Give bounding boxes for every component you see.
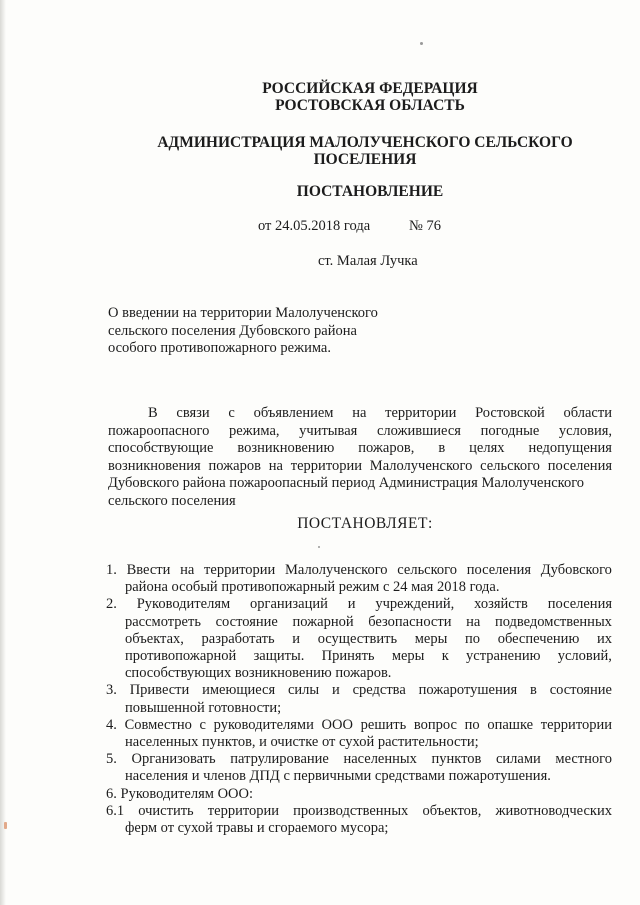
document-subject [108, 305, 378, 358]
word: меры [391, 648, 425, 665]
word: учреждений, [375, 596, 455, 613]
word: руководителями [213, 716, 314, 733]
word: на [268, 457, 283, 474]
item-line [106, 562, 612, 579]
word: состояние [215, 613, 278, 630]
word: объектов, [422, 802, 482, 819]
resolution-item [106, 717, 612, 751]
word: пожароопасного [108, 422, 210, 439]
word: Малолученского [284, 562, 388, 578]
item-line: способствующих возникновению пожаров. [125, 665, 392, 682]
word: патрулирование [230, 751, 329, 768]
subject-line: сельского поселения Дубовского района [108, 322, 357, 339]
word: объявлением [253, 405, 334, 421]
resolution-items [106, 562, 612, 837]
word: погодные [480, 422, 540, 439]
word: противопожарной [125, 648, 237, 665]
word: поселения [547, 596, 612, 613]
subject-line: особого противопожарного режима. [108, 340, 331, 356]
word: Принять [321, 648, 375, 665]
word: меры [414, 630, 448, 647]
item-line: 6. Руководителям ООО: [106, 785, 254, 802]
word: на [466, 613, 481, 630]
word: местного [555, 751, 612, 768]
word: по [465, 630, 481, 647]
word: 1. [106, 562, 117, 578]
word: Организовать [131, 751, 216, 768]
preamble-line: сельского поселения [108, 492, 236, 509]
word: хозяйств [474, 596, 528, 613]
word: и [331, 682, 340, 699]
word: связи [176, 405, 210, 421]
scan-mark [4, 822, 7, 829]
word: 3. [106, 682, 117, 699]
word: пожаров [208, 457, 261, 474]
item-line [106, 751, 612, 768]
word: Ростовской [475, 405, 545, 421]
word: области [563, 405, 612, 421]
document-place: ст. Малая Лучка [318, 253, 418, 269]
item-line: повышенной готовности; [125, 699, 282, 716]
word: осуществить [317, 630, 398, 647]
word: 2. [106, 596, 117, 613]
word: Совместно [124, 716, 192, 733]
header-administration-cont: ПОСЕЛЕНИЯ [313, 151, 417, 168]
word: Малолученского [369, 457, 473, 474]
word: на [352, 405, 367, 421]
word: по [464, 716, 480, 733]
preamble-line: Дубовского района пожароопасный период Администрация Малолученского [108, 475, 585, 491]
word: разработать [201, 630, 275, 647]
resolution-item [106, 751, 612, 785]
word: способствующие [108, 440, 214, 456]
word: Руководителям [136, 596, 231, 613]
item-line [106, 682, 612, 699]
item-line: населенных пунктов, и очистке от сухой растительности; [125, 734, 479, 751]
preamble-line [108, 440, 612, 458]
word: объектах, [125, 630, 184, 647]
word: недопущения [528, 440, 612, 456]
word: возникновению [237, 440, 335, 456]
item-line [106, 648, 612, 665]
word: территории [204, 562, 276, 578]
word: Привести [129, 682, 190, 699]
word: средства [352, 682, 406, 699]
word: пожаротушения [418, 682, 518, 699]
word: населенных [343, 751, 417, 768]
word: производственных [293, 802, 409, 819]
resolution-item [106, 682, 612, 716]
word: опашке [487, 716, 534, 733]
item-line [106, 803, 612, 820]
word: 4. [106, 716, 117, 733]
item-line [106, 717, 612, 734]
word: ООО [321, 716, 353, 733]
word: территории [385, 405, 457, 421]
word: режима, [228, 422, 280, 439]
word: учитывая [299, 422, 358, 439]
document-number: № 76 [409, 218, 441, 234]
item-line [106, 614, 612, 631]
resolution-item [106, 803, 612, 837]
preamble-line [108, 405, 612, 423]
header-country: РОССИЙСКАЯ ФЕДЕРАЦИЯ [262, 80, 478, 97]
word: Ввести [126, 562, 171, 578]
item-line [106, 631, 612, 648]
word: рассмотреть [125, 613, 201, 630]
word: животноводческих [495, 802, 612, 819]
word: сельского [480, 457, 540, 474]
word: сельского [397, 562, 458, 578]
word: силы [287, 682, 320, 699]
word: вопрос [413, 716, 457, 733]
word: силами [495, 751, 541, 768]
word: обеспечению [497, 630, 580, 647]
document-type-title: ПОСТАНОВЛЕНИЕ [296, 183, 444, 200]
word: условия, [558, 422, 612, 439]
word: на [180, 562, 195, 578]
word: условий, [557, 648, 612, 665]
subject-line: О введении на территории Малолученского [108, 305, 378, 321]
word: подведомственных [494, 613, 612, 630]
preamble-line [108, 423, 612, 441]
word: с [199, 716, 206, 733]
item-line: района особый противопожарный режим с 24 мая 2018 года. [125, 579, 500, 596]
header-administration: АДМИНИСТРАЦИЯ МАЛОЛУЧЕНСКОГО СЕЛЬСКОГО [157, 134, 573, 151]
word: пожаров, [358, 440, 415, 456]
resolution-item [106, 786, 612, 803]
word: и [347, 596, 356, 613]
word: с [228, 405, 235, 421]
word: защиты. [253, 648, 305, 665]
word: имеющиеся [202, 682, 276, 699]
document-date: от 24.05.2018 года [258, 218, 371, 234]
word: их [596, 630, 612, 647]
word: территории [540, 716, 612, 733]
word: очистить [138, 802, 194, 819]
word: В [148, 405, 158, 421]
word: 6.1 [106, 802, 125, 819]
word: в [530, 682, 537, 699]
word: Дубовского [540, 562, 612, 578]
item-line: населения и членов ДПД с первичными средствами пожаротушения. [125, 768, 551, 785]
word: территории [290, 457, 362, 474]
item-line: ферм от сухой травы и сгораемого мусора; [125, 820, 389, 837]
word: пунктов [431, 751, 482, 768]
word: возникновения [108, 457, 201, 474]
resolution-item [106, 562, 612, 596]
word: решить [360, 716, 407, 733]
word: территории [207, 802, 279, 819]
word: и [292, 630, 301, 647]
item-line [106, 596, 612, 613]
word: поселения [466, 562, 532, 578]
scan-speck [318, 546, 320, 548]
resolve-heading: ПОСТАНОВЛЯЕТ: [297, 515, 433, 532]
preamble-paragraph [108, 405, 612, 510]
header-region: РОСТОВСКАЯ ОБЛАСТЬ [275, 97, 465, 114]
word: в [438, 440, 446, 456]
word: целях [469, 440, 505, 456]
word: к [441, 648, 449, 665]
scan-speck [420, 42, 423, 45]
word: безопасности [368, 613, 452, 630]
word: организаций [250, 596, 328, 613]
resolution-item [106, 596, 612, 682]
word: 5. [106, 751, 117, 768]
word: сложившиеся [376, 422, 461, 439]
word: поселения [547, 457, 612, 474]
word: пожарной [292, 613, 354, 630]
word: устранению [466, 648, 541, 665]
preamble-line [108, 458, 612, 476]
word: состояние [549, 682, 612, 699]
